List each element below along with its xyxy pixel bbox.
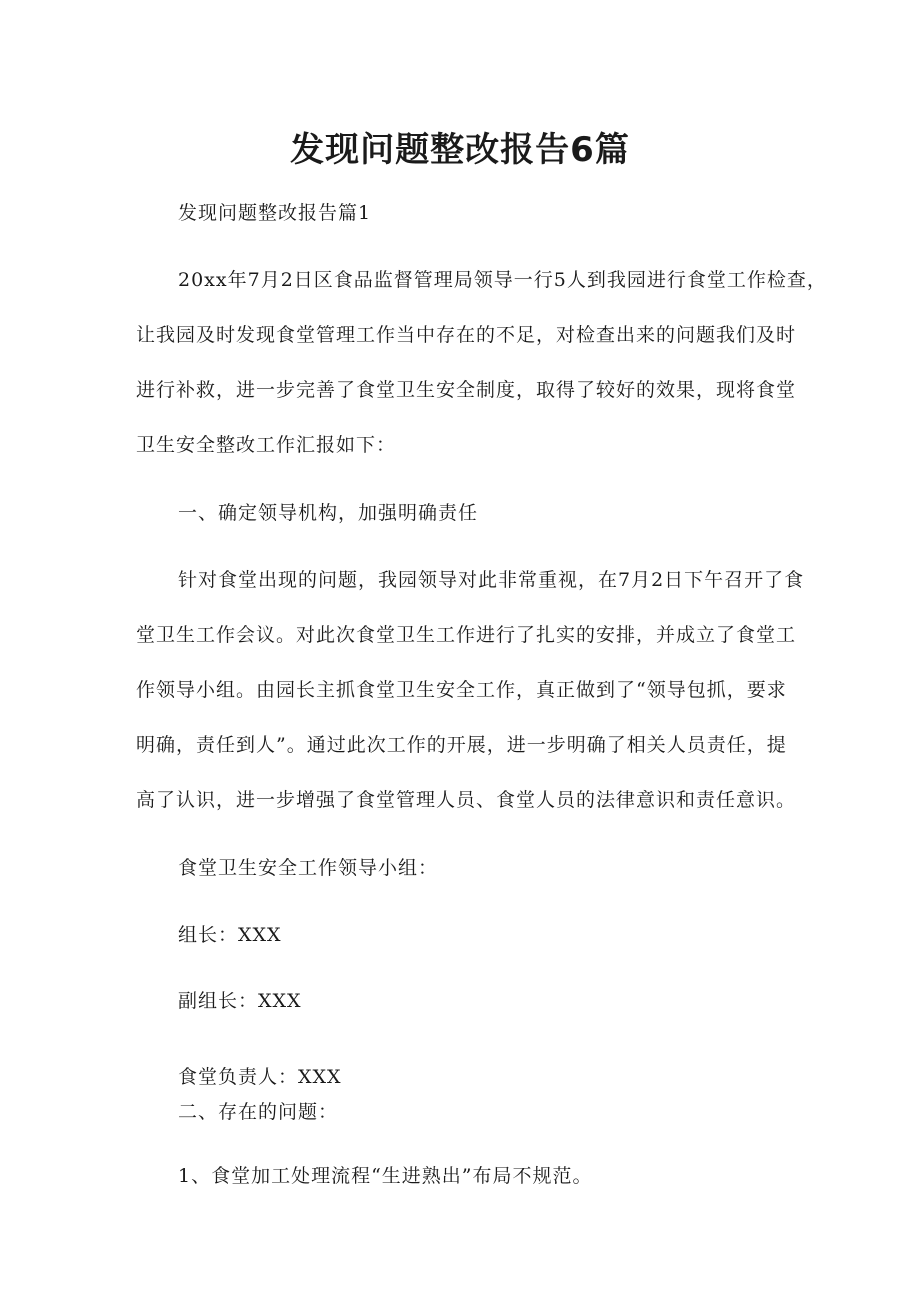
deputy-leader-line: 副组长：XXX xyxy=(178,990,302,1012)
heading-leadership: 一、确定领导机构，加强明确责任 xyxy=(178,502,479,524)
problem-item-1: 1、食堂加工处理流程“生进熟出”布局不规范。 xyxy=(178,1165,593,1187)
paragraph-line: 进行补救，进一步完善了食堂卫生安全制度，取得了较好的效果，现将食堂 xyxy=(136,379,797,401)
heading-problems: 二、存在的问题： xyxy=(178,1101,339,1123)
paragraph-line: 卫生安全整改工作汇报如下： xyxy=(136,434,397,456)
paragraph-line: 明确，责任到人”。通过此次工作的开展，进一步明确了相关人员责任，提 xyxy=(136,734,787,756)
leader-line: 组长：XXX xyxy=(178,924,282,946)
paragraph-line: 堂卫生工作会议。对此次食堂卫生工作进行了扎实的安排，并成立了食堂工 xyxy=(136,624,797,646)
paragraph-line: 让我园及时发现食堂管理工作当中存在的不足，对检查出来的问题我们及时 xyxy=(136,324,797,346)
canteen-head-line: 食堂负责人：XXX xyxy=(178,1066,342,1088)
paragraph-line: 针对食堂出现的问题，我园领导对此非常重视，在7月2日下午召开了食 xyxy=(178,569,805,591)
paragraph-line: 作领导小组。由园长主抓食堂卫生安全工作，真正做到了“领导包抓，要求 xyxy=(136,679,787,701)
section-heading: 发现问题整改报告篇1 xyxy=(178,202,372,224)
page-title: 发现问题整改报告6篇 xyxy=(290,130,630,170)
group-title: 食堂卫生安全工作领导小组： xyxy=(178,857,439,879)
paragraph-line: 20xx年7月2日区食品监督管理局领导一行5人到我园进行食堂工作检查， xyxy=(178,269,827,291)
paragraph-line: 高了认识，进一步增强了食堂管理人员、食堂人员的法律意识和责任意识。 xyxy=(136,789,797,811)
